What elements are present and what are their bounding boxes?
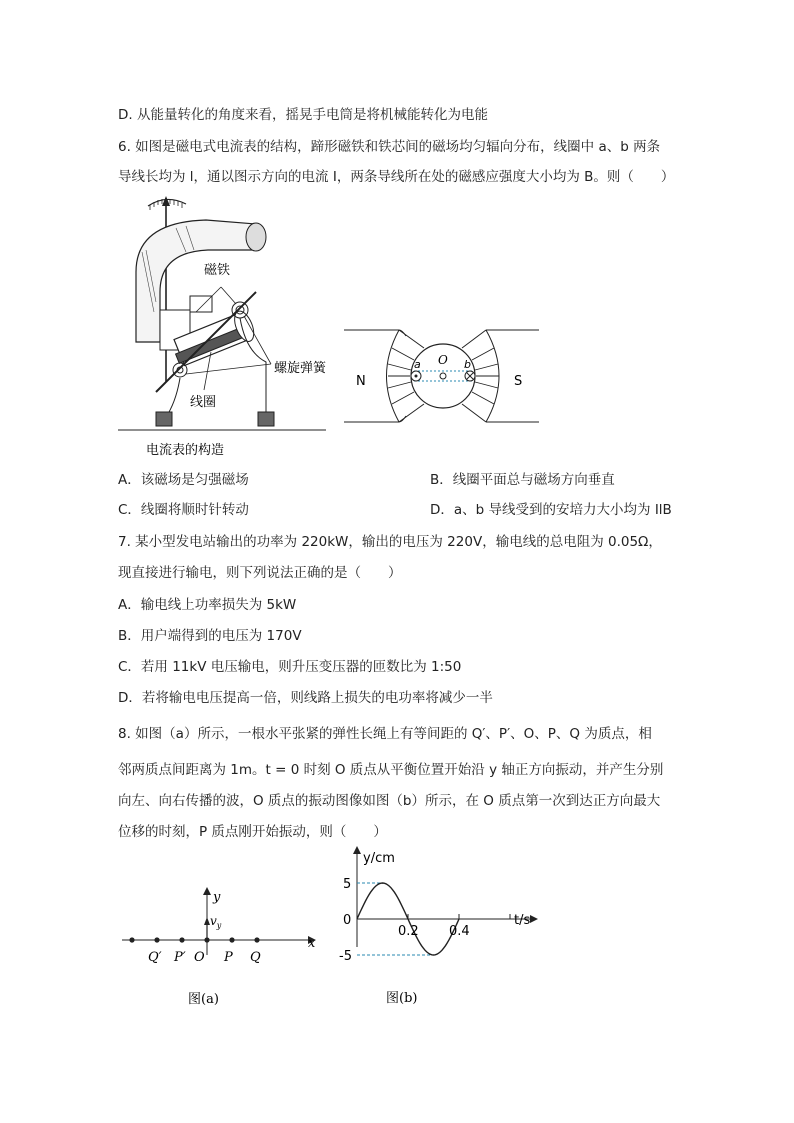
figure-a-rope (118, 885, 328, 1010)
q8-stem-line1: 8. 如图（a）所示，一根水平张紧的弹性长绳上有等间距的 Q′、P′、O、P、Q 为质点，相 (118, 726, 652, 742)
q6-stem-line1: 6. 如图是磁电式电流表的结构，蹄形磁铁和铁芯间的磁场均匀辐向分布，线圈中 a、b 两条 (118, 139, 661, 155)
label-wire-b: b (464, 358, 471, 371)
q6-stem-line2: 导线长均为 l，通以图示方向的电流 I，两条导线所在处的磁感应强度大小均为 B。则（ ） (118, 169, 675, 185)
q8-stem-line4: 位移的时刻，P 质点刚开始振动，则（ ） (118, 824, 387, 840)
q6-option-d: D．a、b 导线受到的安培力大小均为 IlB (430, 502, 672, 518)
x-tick-label-0-2: 0.2 (398, 924, 419, 939)
particle-p-prime (154, 937, 159, 942)
q8-stem-line3: 向左、向右传播的波，O 质点的振动图像如图（b）所示，在 O 质点第一次到达正方向最大 (118, 793, 661, 809)
q7-option-a: A．输电线上功率损失为 5kW (118, 597, 297, 613)
label-n-pole: N (356, 374, 366, 389)
point-label-p: P (224, 950, 233, 965)
velocity-label: $v_y$ (210, 914, 222, 930)
q7-option-d: D．若将输电电压提高一倍，则线路上损失的电功率将减少一半 (118, 690, 493, 706)
point-label-p-prime: P′ (174, 950, 186, 965)
caption-galvanometer: 电流表的构造 (146, 443, 225, 458)
q6-option-c: C．线圈将顺时针转动 (118, 502, 249, 518)
y-tick-label-5: 5 (343, 877, 352, 892)
y-axis-arrow (353, 846, 361, 854)
axis-y-label: y (213, 890, 221, 905)
x-axis-arrow (530, 915, 538, 923)
q7-option-b: B．用户端得到的电压为 170V (118, 628, 302, 644)
label-magnet: 磁铁 (204, 263, 231, 278)
y-tick-label-neg5: -5 (339, 949, 352, 964)
x-tick-label-0-4: 0.4 (449, 924, 470, 939)
y-tick-label-0: 0 (343, 913, 352, 928)
y-axis-label: y/cm (363, 851, 395, 866)
q7-option-c: C．若用 11kV 电压输电，则升压变压器的匝数比为 1:50 (118, 659, 462, 675)
q6-option-b: B．线圈平面总与磁场方向垂直 (430, 472, 615, 488)
particle-o (204, 937, 209, 942)
q7-stem-line2: 现直接进行输电，则下列说法正确的是（ ） (118, 565, 402, 581)
point-label-o: O (194, 950, 205, 965)
particle-p (229, 937, 234, 942)
particle-q-prime-2 (179, 937, 184, 942)
figure-b-vibration-graph (330, 842, 540, 1012)
caption-fig-b: 图(b) (386, 991, 418, 1006)
label-s-pole: S (514, 374, 523, 389)
particle-q-prime (129, 937, 134, 942)
point-label-q: Q (250, 950, 261, 965)
radial-field-figure (344, 326, 544, 426)
q6-option-a: A．该磁场是匀强磁场 (118, 472, 249, 488)
label-coil: 线圈 (190, 395, 217, 410)
point-label-q-prime: Q′ (148, 950, 162, 965)
x-axis-label: t/s (514, 913, 531, 928)
caption-fig-a: 图(a) (188, 992, 219, 1007)
label-wire-a: a (414, 358, 421, 371)
label-center-o: O (438, 353, 448, 367)
particle-q (254, 937, 259, 942)
q5-option-d: D. 从能量转化的角度来看，摇晃手电筒是将机械能转化为电能 (118, 107, 488, 123)
q7-stem-line1: 7. 某小型发电站输出的功率为 220kW，输出的电压为 220V，输电线的总电阻为 0.05Ω， (118, 534, 662, 550)
axis-x-label: x (308, 936, 316, 951)
galvanometer-figure (116, 192, 346, 462)
label-spring: 螺旋弹簧 (274, 361, 327, 376)
q8-stem-line2: 邻两质点间距离为 1m。t = 0 时刻 O 质点从平衡位置开始沿 y 轴正方向振动，并产生分别 (118, 762, 664, 778)
